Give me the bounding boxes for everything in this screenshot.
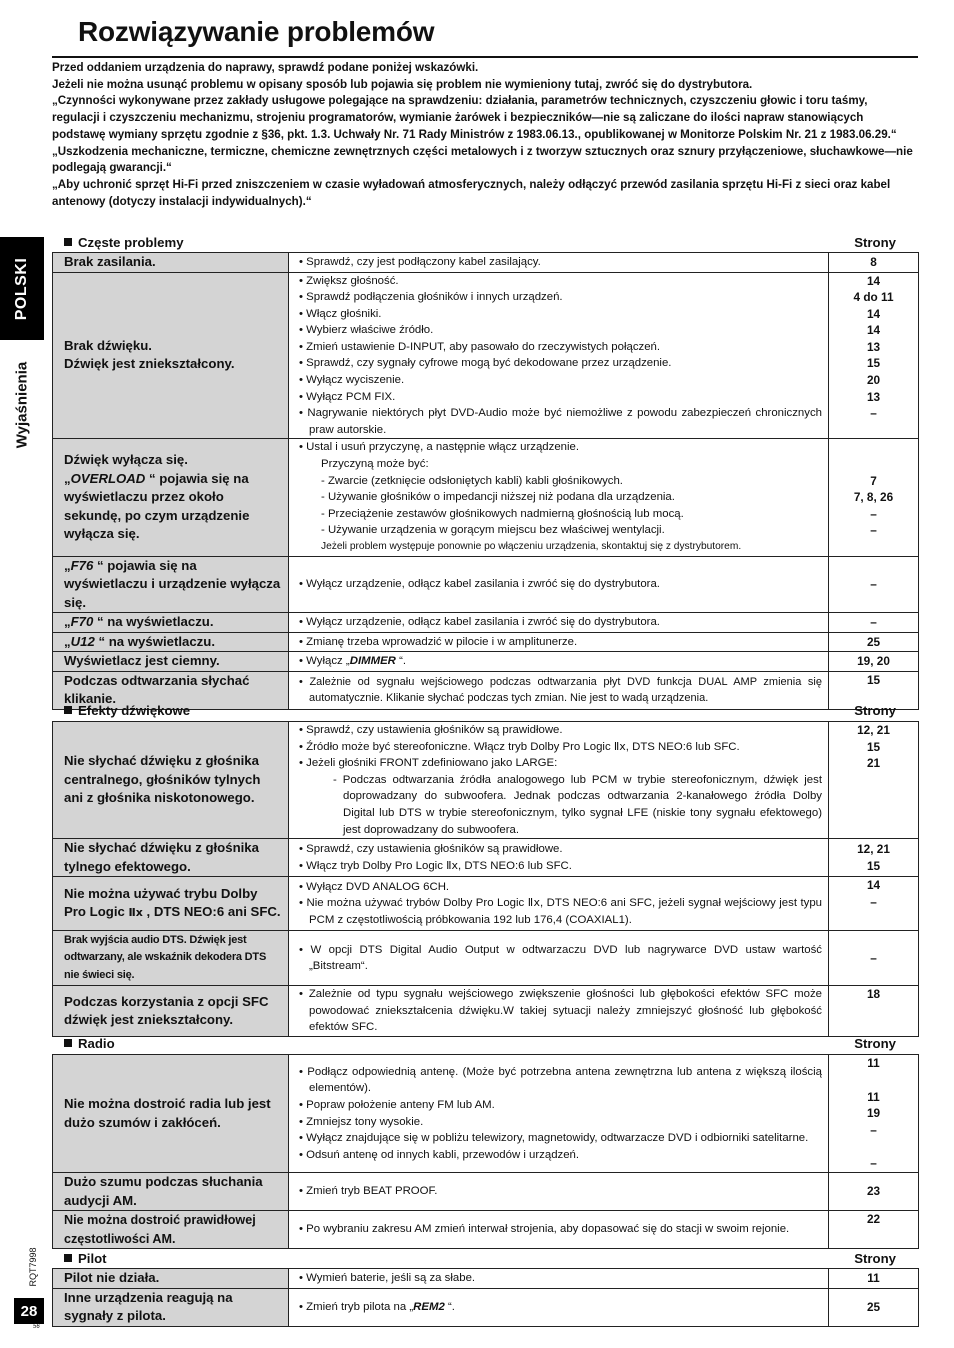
problem-cell: Nie można dostroić radia lub jest dużo szumów i zakłóceń.: [53, 1055, 289, 1173]
problem-cell: Brak wyjścia audio DTS. Dźwięk jest odtwarzany, ale wskaźnik dekodera DTS nie świeci się.: [53, 931, 289, 986]
problem-text: “ na wyświetlaczu.: [94, 633, 215, 649]
solution-line: • Wyłącz DVD ANALOG 6CH.: [299, 880, 450, 893]
page-ref: 13: [866, 339, 881, 354]
solution-cell: [289, 1288, 829, 1326]
solution-line: • Sprawdź, czy jest podłączony kabel zasilający.: [299, 255, 541, 268]
section-tab-label: Wyjaśnienia: [13, 361, 31, 449]
solution-cell: [289, 556, 829, 613]
solution-line: • Wyłącz PCM FIX.: [299, 390, 396, 403]
page-ref: 25: [866, 1299, 881, 1314]
table-row: [53, 931, 919, 986]
page-ref: 14: [866, 878, 881, 893]
solution-line: • Sprawdź, czy sygnały cyfrowe mogą być dekodowane przez urządzenie.: [299, 357, 672, 370]
page-ref: –: [870, 577, 877, 592]
display-code: F76: [70, 557, 94, 573]
table-row: [53, 1173, 919, 1211]
page-ref: –: [870, 406, 877, 421]
table-row: [53, 1055, 919, 1173]
table-row: [53, 253, 919, 273]
solution-line: - Używanie urządzenia w gorącym miejscu bez właściwej wentylacji.: [321, 524, 665, 537]
problem-text: , DTS NEO:6 ani SFC.: [142, 904, 281, 920]
solution-text: • Źródło może być stereofoniczne. Włącz tryb Dolby Pro Logic: [299, 740, 614, 753]
solution-text: • Wyłącz „: [299, 655, 350, 668]
problem-cell: Inne urządzenia reagują na sygnały z pilota.: [53, 1288, 289, 1326]
table-row: [53, 652, 919, 672]
solution-cell: [289, 272, 829, 439]
solution-cell: [289, 986, 829, 1037]
problem-cell: [53, 556, 289, 613]
section-heading-remote: [64, 1251, 107, 1266]
pages-cell: [829, 986, 919, 1037]
pro-logic-symbol: Ⅱx: [128, 906, 143, 920]
table-row: [53, 839, 919, 877]
problem-cell: Pilot nie działa.: [53, 1269, 289, 1289]
problem-cell: [53, 613, 289, 633]
problem-cell: Nie słychać dźwięku z głośnika centralnego, głośników tylnych ani z głośnika niskotonowego.: [53, 722, 289, 839]
square-bullet-icon: [64, 1254, 72, 1262]
page-number: 28: [14, 1298, 44, 1324]
page-ref: 23: [866, 1184, 881, 1199]
intro-line: Przed oddaniem urządzenia do naprawy, sprawdź podane poniżej wskazówki.: [52, 61, 479, 74]
page-ref: –: [870, 950, 877, 965]
solution-line: • Wymień baterie, jeśli są za słabe.: [299, 1271, 476, 1284]
solution-text: , DTS NEO:6 lub SFC.: [458, 859, 572, 872]
solution-cell: [289, 253, 829, 273]
page-ref: 14: [866, 323, 881, 338]
page-ref: 14: [866, 273, 881, 288]
display-code: DIMMER: [349, 655, 396, 668]
page-ref: 8: [870, 254, 877, 269]
solution-text: • Zmień tryb pilota na „: [299, 1300, 414, 1313]
pages-cell: [829, 722, 919, 839]
solution-line: • Jeżeli głośniki FRONT zdefiniowano jako LARGE:: [299, 757, 558, 770]
solution-text: “.: [444, 1300, 455, 1313]
solution-line: • Zmianę trzeba wprowadzić w pilocie i w amplitunerze.: [299, 635, 578, 648]
page-ref: 11: [867, 1089, 880, 1104]
table-row: [53, 556, 919, 613]
problem-line: Brak dźwięku.: [64, 337, 152, 353]
page-ref: 4 do 11: [853, 290, 894, 305]
title-rule: [52, 56, 918, 58]
pages-column-header: Strony: [854, 703, 896, 718]
section-heading-label: Pilot: [78, 1251, 107, 1266]
page-ref: –: [870, 615, 877, 630]
quote-mark: „: [64, 633, 71, 649]
solution-cell: [289, 839, 829, 877]
table-row: [53, 1288, 919, 1326]
problem-line: [64, 470, 282, 544]
solution-line: - Przeciążenie zestawów głośnikowych nadmierną głośnością lub mocą.: [321, 507, 684, 520]
solution-line: • Wyłącz urządzenie, odłącz kabel zasilania i zwróć się do dystrybutora.: [299, 616, 660, 629]
pro-logic-symbol: Ⅱx: [446, 858, 458, 872]
intro-line: Jeżeli nie można usunąć problemu w opisany sposób lub pojawia się problem nie wymieniony tutaj, zwróć się do dystrybutora.: [52, 77, 753, 91]
section-heading-label: Radio: [78, 1036, 115, 1051]
table-row: [53, 986, 919, 1037]
pages-cell: [829, 253, 919, 273]
pro-logic-symbol: Ⅱx: [613, 739, 626, 753]
page-ref: 15: [866, 356, 881, 371]
pages-cell: [829, 652, 919, 672]
page-ref: 19, 20: [857, 654, 890, 669]
intro-line: „Uszkodzenia mechaniczne, termiczne, chemiczne zewnętrznych części metalowych i z tworzyw sztucznych oraz sznury przyłączeniowe, słuchawkowe—nie podlegają gwarancji.“: [52, 144, 913, 175]
page-ref: 19: [866, 1106, 881, 1121]
intro-line: „Czynności wykonywane przez zakłady usługowe polegające na sprawdzeniu: działania, parametrów technicznych, czyszczeniu głowic i toru taśmy, regulacji i czyszczeniu mechanizmu, strojeniu programatorów, wymianie żarówek i bezpieczników—nie są zaliczane do ilości napraw stanowiących podstawę wymiany sprzętu zgodnie z §36, pkt. 1.3. Uchwały Nr. 71 Rady Ministrów z 1983.06.13., opublikowanej w Monitorze Polskim Nr. 21 z 1983.06.29.“: [52, 94, 897, 141]
solution-line: • Sprawdź podłączenia głośników i innych urządzeń.: [299, 291, 563, 304]
solution-text: • Włącz tryb Dolby Pro Logic: [299, 859, 447, 872]
table-row: [53, 877, 919, 931]
page-ref: –: [870, 1122, 877, 1137]
page-title: Rozwiązywanie problemów: [78, 16, 435, 47]
solution-cell: [289, 439, 829, 556]
section-heading-label: Częste problemy: [78, 235, 184, 250]
square-bullet-icon: [64, 1039, 72, 1047]
common-problems-table: [52, 252, 919, 710]
solution-cell: [289, 632, 829, 652]
solution-line: • Wyłącz wyciszenie.: [299, 374, 405, 387]
solution-line: • Po wybraniu zakresu AM zmień interwał strojenia, aby dopasować się do stacji w swoim rejonie.: [299, 1223, 790, 1236]
solution-cell: [289, 877, 829, 931]
solution-line: [299, 895, 822, 928]
pages-cell: [829, 632, 919, 652]
solution-text: , DTS NEO:6 ani SFC, jeżeli sygnał wejściowy jest typu PCM z częstotliwością próbkowania 192 lub 176,4 (COAXIAL1).: [309, 897, 822, 926]
solution-line: [299, 739, 822, 756]
solution-note: Jeżeli problem występuje ponownie po włączeniu urządzenia, skontaktuj się z dystrybutorem.: [321, 541, 742, 552]
pages-cell: [829, 1211, 919, 1249]
problem-cell: [53, 877, 289, 931]
solution-line: • W opcji DTS Digital Audio Output w odtwarzaczu DVD lub nagrywarce DVD ustaw wartość „Bitstream“.: [299, 943, 822, 973]
problem-cell: Podczas korzystania z opcji SFC dźwięk jest zniekształcony.: [53, 986, 289, 1037]
page-ref: –: [870, 1155, 877, 1170]
display-code: REM2: [413, 1300, 445, 1313]
section-heading-label: Efekty dźwiękowe: [78, 703, 191, 718]
page-ref: 12, 21: [857, 842, 890, 857]
solution-line: - Używanie głośników o impedancji niższej niż podana dla urządzenia.: [321, 491, 675, 504]
problem-cell: Podczas odtwarzania słychać klikanie.: [53, 671, 289, 709]
problem-cell: [53, 632, 289, 652]
pages-cell: [829, 1173, 919, 1211]
doc-code: [26, 1242, 40, 1292]
pages-cell: [829, 931, 919, 986]
page-ref: 11: [867, 1056, 880, 1071]
solution-line: • Popraw położenie anteny FM lub AM.: [299, 1098, 495, 1111]
quote-mark: „: [64, 614, 71, 630]
table-row: [53, 272, 919, 439]
page-ref: 22: [866, 1212, 881, 1226]
problem-cell: [53, 272, 289, 439]
table-row: [53, 1211, 919, 1249]
pro-logic-symbol: Ⅱx: [527, 896, 540, 910]
pages-column-header: Strony: [854, 1251, 896, 1266]
table-row: [53, 613, 919, 633]
page-ref: 25: [866, 634, 881, 649]
pages-cell: [829, 439, 919, 556]
problem-cell: Nie można dostroić prawidłowej częstotliwości AM.: [53, 1211, 289, 1249]
solution-line: [299, 858, 822, 875]
page-ref: 7: [870, 473, 877, 488]
table-row: [53, 439, 919, 556]
pages-cell: [829, 1055, 919, 1173]
problem-text: Nie można używać trybu Dolby Pro Logic: [64, 885, 258, 920]
sound-effects-table: [52, 721, 919, 1037]
problem-cell: Nie słychać dźwięku z głośnika tylnego efektowego.: [53, 839, 289, 877]
solution-cell: [289, 1269, 829, 1289]
language-tab: [0, 237, 44, 340]
footnote-mark: 56: [33, 1324, 40, 1330]
page-ref: 11: [867, 1270, 880, 1285]
radio-table: [52, 1054, 919, 1249]
solution-line: - Zwarcie (zetknięcie odsłoniętych kabli) kabli głośnikowych.: [321, 474, 623, 487]
page-ref: –: [870, 523, 877, 538]
pages-column-header: Strony: [854, 235, 896, 250]
page-ref: 20: [866, 373, 881, 388]
table-row: [53, 1269, 919, 1289]
pages-cell: [829, 272, 919, 439]
solution-line: Przyczyną może być:: [321, 458, 429, 471]
solution-line: • Odsuń antenę od innych kabli, przewodów i urządzeń.: [299, 1148, 580, 1161]
quote-mark: „: [64, 557, 71, 573]
page-ref: 21: [866, 756, 881, 771]
solution-text: “.: [395, 655, 407, 668]
language-tab-label: POLSKI: [13, 257, 30, 320]
solution-line: • Zmień ustawienie D-INPUT, aby pasowało do rzeczywistych połączeń.: [299, 340, 661, 353]
display-code: U12: [70, 633, 95, 649]
solution-cell: [289, 652, 829, 672]
display-code: OVERLOAD: [70, 470, 146, 486]
solution-line: • Zależnie od typu sygnału wejściowego zwiększenie głośności lub głębokości efektów SFC może powodować zniekształcenia dźwięku.W takiej sytuacji należy zmniejszyć głośność lub głębokość efektów SFC.: [299, 988, 822, 1034]
page-ref: 15: [866, 739, 881, 754]
problem-line: Dźwięk jest zniekształcony.: [64, 356, 235, 372]
pages-cell: [829, 877, 919, 931]
section-tab: [6, 350, 38, 460]
problem-cell: [53, 439, 289, 556]
page-ref: 14: [866, 306, 881, 321]
solution-line: • Wyłącz znajdujące się w pobliżu telewizory, magnetowidy, odtwarzacze DVD i odbiorniki satelitarne.: [299, 1132, 809, 1145]
pages-cell: [829, 556, 919, 613]
solution-line: • Sprawdź, czy ustawienia głośników są prawidłowe.: [299, 843, 563, 856]
solution-line: • Podłącz odpowiednią antenę. (Może być potrzebna antena zewnętrzna lub antena z większą ilością elementów).: [299, 1065, 822, 1095]
remote-table: [52, 1268, 919, 1327]
solution-text: • Nie można używać trybów Dolby Pro Logic: [299, 897, 528, 910]
page-ref: 15: [866, 672, 881, 687]
table-row: [53, 722, 919, 839]
square-bullet-icon: [64, 238, 72, 246]
problem-text: “ pojawia się na wyświetlaczu przez około sekundę, po czym urządzenie wyłącza się.: [64, 470, 250, 542]
intro-notes: [52, 60, 918, 210]
solution-line: • Zmniejsz tony wysokie.: [299, 1115, 424, 1128]
solution-line: • Sprawdź, czy ustawienia głośników są prawidłowe.: [299, 724, 563, 736]
solution-cell: [289, 931, 829, 986]
page-ref: 7, 8, 26: [853, 490, 894, 505]
page-ref: 12, 21: [857, 723, 890, 737]
problem-text: “ pojawia się na wyświetlaczu i urządzenie wyłącza się.: [64, 557, 281, 610]
section-heading-common: [64, 235, 184, 250]
pages-column-header: Strony: [854, 1036, 896, 1051]
problem-cell: Dużo szumu podczas słuchania audycji AM.: [53, 1173, 289, 1211]
display-code: F70: [70, 614, 94, 630]
solution-cell: [289, 1173, 829, 1211]
pages-cell: [829, 1288, 919, 1326]
page-ref: 15: [866, 858, 881, 873]
problem-line: Dźwięk wyłącza się.: [64, 452, 188, 468]
solution-line: [299, 1299, 822, 1316]
solution-cell: [289, 1211, 829, 1249]
pages-cell: [829, 613, 919, 633]
solution-cell: [289, 1055, 829, 1173]
doc-code-label: RQT7998: [28, 1247, 38, 1287]
solution-line: • Zależnie od sygnału wejściowego podczas odtwarzania płyt DVD funkcja DUAL AMP zmienia się automatycznie. Klikanie słychać podczas tych zmian. Nie jest to wadą urządzenia.: [299, 675, 822, 705]
solution-line: • Nagrywanie niektórych płyt DVD-Audio może być niemożliwe z powodu zabezpieczeń chronicznych praw autorskie.: [299, 407, 822, 436]
solution-cell: [289, 722, 829, 839]
solution-line: • Ustal i usuń przyczynę, a następnie włącz urządzenie.: [299, 441, 580, 454]
solution-cell: [289, 613, 829, 633]
solution-line: [299, 653, 822, 670]
problem-text: “ na wyświetlaczu.: [93, 614, 214, 630]
pages-cell: [829, 839, 919, 877]
page-ref: 13: [866, 389, 881, 404]
solution-line: • Wybierz właściwe źródło.: [299, 324, 434, 337]
section-heading-radio: [64, 1036, 115, 1051]
square-bullet-icon: [64, 706, 72, 714]
table-row: [53, 632, 919, 652]
section-heading-effects: [64, 703, 190, 718]
solution-line: • Zmień tryb BEAT PROOF.: [299, 1185, 438, 1198]
solution-line: • Zwiększ głośność.: [299, 274, 399, 287]
problem-cell: Wyświetlacz jest ciemny.: [53, 652, 289, 672]
page-ref: –: [870, 894, 877, 909]
page-ref: 18: [866, 987, 881, 1002]
pages-cell: [829, 1269, 919, 1289]
intro-line: „Aby uchronić sprzęt Hi-Fi przed zniszczeniem w czasie wyładowań atmosferycznych, należy odłączyć przewód zasilania sprzętu Hi-Fi z sieci oraz kabel antenowy (dotyczy instalacji indywidualnych).“: [52, 177, 891, 208]
quote-mark: „: [64, 470, 71, 486]
solution-cell: [289, 671, 829, 709]
solution-line: • Włącz głośniki.: [299, 307, 382, 320]
solution-text: , DTS NEO:6 lub SFC.: [625, 740, 740, 753]
problem-cell: Brak zasilania.: [53, 253, 289, 273]
solution-line: - Podczas odtwarzania źródła analogowego lub PCM w trybie stereofonicznym, dźwięk jest doprowadzany do subwoofera. Jednak podczas odtwarzania 2-kanałowego źródła Dolby Digital lub DTS w trybie stereofonicznym, tylko sygnał LFE (niskie tony sygnału efektowego) jest doprowadzany do subwoofera.: [333, 773, 822, 836]
page-ref: –: [870, 506, 877, 521]
solution-line: • Wyłącz urządzenie, odłącz kabel zasilania i zwróć się do dystrybutora.: [299, 578, 660, 591]
